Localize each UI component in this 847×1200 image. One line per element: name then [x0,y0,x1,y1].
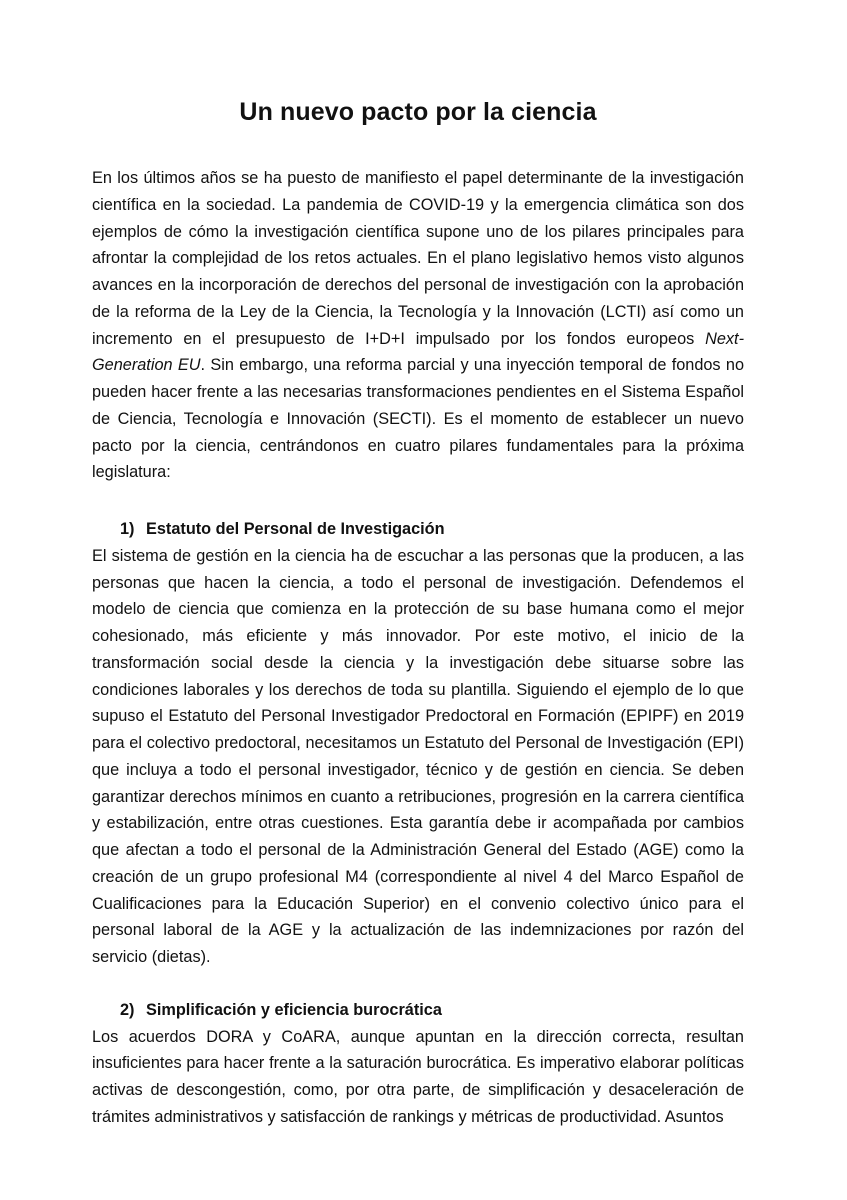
section-heading-2 [92,997,744,1024]
section-title-2: Simplificación y eficiencia burocrática [146,1000,442,1019]
intro-text-part1: En los últimos años se ha puesto de manifiesto el papel determinante de la investigación científica en la sociedad. La pandemia de COVID-19 y la emergencia climática son dos ejemplos de cómo la investigación científica supone uno de los pilares principales para afrontar la complejidad de los retos actuales. En el plano legislativo hemos visto algunos avances en la incorporación de derechos del personal de investigación con la aprobación de la reforma de la Ley de la Ciencia, la Tecnología y la Innovación (LCTI) así como un incremento en el presupuesto de I+D+I impulsado por los fondos europeos [92,169,744,348]
section-heading-1 [92,516,744,543]
intro-text-part2: . Sin embargo, una reforma parcial y una inyección temporal de fondos no pueden hacer frente a las necesarias transformaciones pendientes en el Sistema Español de Ciencia, Tecnología e Innovación (SECTI). Es el momento de establecer un nuevo pacto por la ciencia, centrándonos en cuatro pilares fundamentales para la próxima legislatura: [92,356,744,482]
section-body-2: Los acuerdos DORA y CoARA, aunque apuntan en la dirección correcta, resultan insuficientes para hacer frente a la saturación burocrática. Es imperativo elaborar políticas activas de descongestión, como, por otra parte, de simplificación y desaceleración de trámites administrativos y satisfacción de rankings y métricas de productividad. Asuntos [92,1027,744,1126]
section-title-1: Estatuto del Personal de Investigación [146,520,445,538]
intro-paragraph [92,165,744,486]
section-body-1: El sistema de gestión en la ciencia ha de escuchar a las personas que la producen, a las personas que hacen la ciencia, a todo el personal de investigación. Defendemos el modelo de ciencia que comienza en la protección de su base humana como el mejor cohesionado, más eficiente y más innovador. Por este motivo, el inicio de la transformación social desde la ciencia y la investigación debe situarse sobre las condiciones laborales y los derechos de toda su plantilla. Siguiendo el ejemplo de lo que supuso el Estatuto del Personal Investigador Predoctoral en Formación (EPIPF) en 2019 para el colectivo predoctoral, necesitamos un Estatuto del Personal de Investigación (EPI) que incluya a todo el personal investigador, técnico y de gestión en ciencia. Se deben garantizar derechos mínimos en cuanto a retribuciones, progresión en la carrera científica y estabilización, entre otras cuestiones. Esta garantía debe ir acompañada por cambios que afectan a todo el personal de la Administración General del Estado (AGE) como la creación de un grupo profesional M4 (correspondiente al nivel 4 del Marco Español de Cualificaciones para la Educación Superior) en el convenio colectivo único para el personal laboral de la AGE y la actualización de las indemnizaciones por razón del servicio (dietas). [92,546,744,966]
intro-emphasis: Next-Generation EU [92,329,744,375]
section-number-2: 2) [120,1000,135,1019]
document-title: Un nuevo pacto por la ciencia [239,98,597,126]
document-page [92,92,744,1131]
section-number-1: 1) [120,520,135,538]
